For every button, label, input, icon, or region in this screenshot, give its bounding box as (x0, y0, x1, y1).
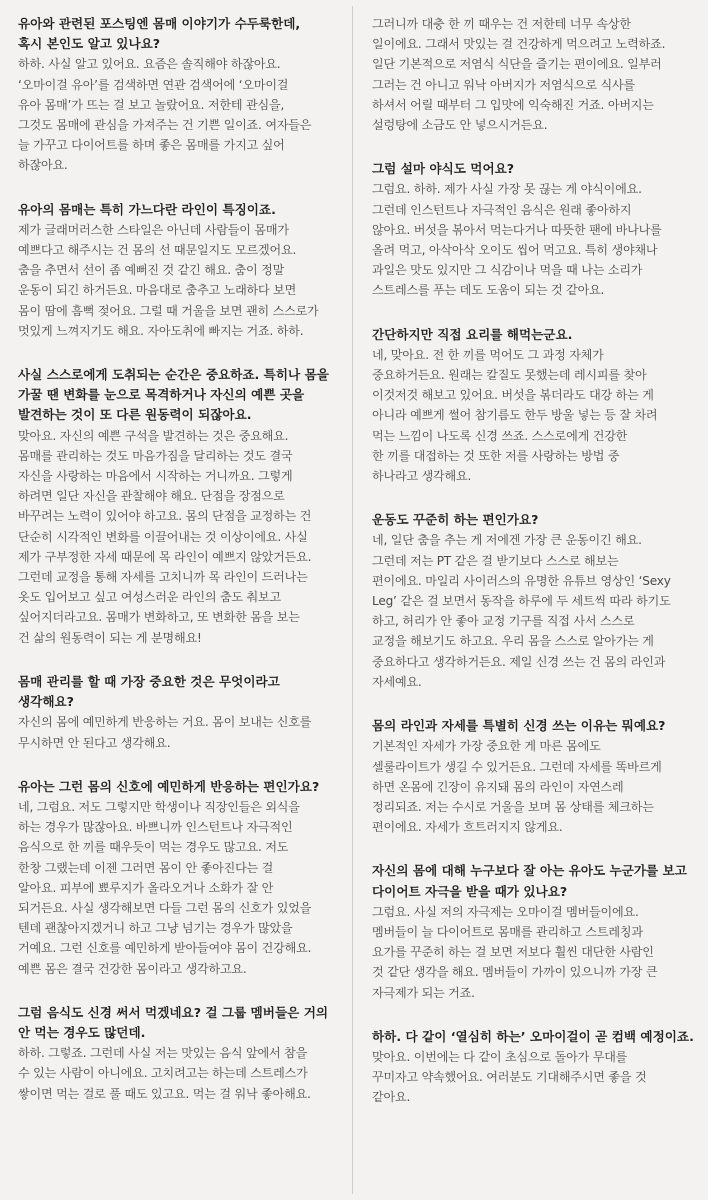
interview-question (18, 1003, 340, 1043)
interview-section (18, 777, 340, 979)
question-line: 자신의 몸에 대해 누구보다 잘 아는 유아도 누군가를 보고 (372, 863, 687, 879)
answer-line: 싶어지더라고요. 몸매가 변화하고, 또 변화한 몸을 보는 (18, 610, 300, 625)
question-line: 안 먹는 경우도 많던데. (18, 1024, 146, 1040)
interview-section (18, 1003, 340, 1104)
answer-line: 그런데 저는 PT 같은 걸 받기보다 스스로 해보는 (372, 553, 619, 568)
interview-section (372, 1027, 698, 1108)
answer-line: 춤을 추면서 선이 좀 예뻐진 것 같긴 해요. 춤이 정말 (18, 263, 285, 278)
answer-line: 쌓이면 먹는 걸로 풀 때도 있고요. 먹는 걸 워낙 좋아해요. (18, 1086, 311, 1101)
answer-line: 교정을 해보기도 하고요. 우리 몸을 스스로 알아가는 게 (372, 634, 654, 649)
answer-line: 올려 먹고, 아삭아삭 오이도 씹어 먹고요. 특히 생야채나 (372, 243, 658, 258)
answer-line: 단순히 시각적인 변화를 이끌어내는 것 이상이에요. 사실 (18, 529, 308, 544)
answer-line: 먹는 느낌이 나도록 신경 쓰죠. 스스로에게 건강한 (372, 428, 628, 443)
answer-line: 제가 글래머러스한 스타일은 아닌데 사람들이 몸매가 (18, 222, 289, 237)
answer-line: 네, 맞아요. 전 한 끼를 먹어도 그 과정 자체가 (372, 347, 604, 362)
answer-line: 자세예요. (372, 674, 422, 689)
answer-line: 예쁘다고 해주시는 건 몸의 선 때문일지도 모르겠어요. (18, 243, 297, 258)
answer-line: 맞아요. 이번에는 다 같이 초심으로 돌아가 무대를 (372, 1049, 628, 1064)
interview-question (18, 672, 340, 712)
interview-question (18, 365, 340, 426)
interview-question (372, 716, 698, 736)
question-line: 하하. 다 같이 ‘열심히 하는’ 오마이걸이 곧 컴백 예정이죠. (372, 1028, 694, 1044)
answer-line: 하려면 일단 자신을 관찰해야 해요. 단점을 장점으로 (18, 489, 285, 504)
answer-line: 꾸미자고 약속했어요. 여러분도 기대해주시면 좋을 것 (372, 1070, 647, 1085)
interview-section (372, 861, 698, 1002)
interview-answer (18, 797, 340, 979)
answer-line: 맞아요. 자신의 예쁜 구석을 발견하는 것은 중요해요. (18, 428, 289, 443)
answer-line: 아니라 예쁘게 썰어 참기름도 한두 방울 넣는 등 잘 차려 (372, 408, 658, 423)
answer-line: 그러는 건 아니고 워낙 아버지가 저염식으로 식사를 (372, 77, 635, 92)
answer-line: 그런데 교정을 통해 자세를 고치니까 목 라인이 드러나는 (18, 570, 308, 585)
interview-answer (372, 345, 698, 486)
answer-line: 하고, 허리가 안 좋아 교정 기구를 직접 사서 스스로 (372, 614, 635, 629)
answer-line: 설렁탕에 소금도 안 넣으시거든요. (372, 118, 548, 133)
question-line: 사실 스스로에게 도취되는 순간은 중요하죠. 특히나 몸을 (18, 367, 329, 383)
interview-answer (372, 179, 698, 300)
answer-line: 네, 그럼요. 저도 그렇지만 학생이나 직장인들은 외식을 (18, 799, 300, 814)
interview-section (18, 365, 340, 648)
interview-section (372, 325, 698, 487)
interview-question (372, 325, 698, 345)
answer-line: 일이에요. 그래서 맛있는 걸 건강하게 먹으려고 노력하죠. (372, 37, 666, 52)
question-line: 운동도 꾸준히 하는 편인가요? (372, 512, 539, 528)
answer-line: 이것저것 해보고 있어요. 버섯을 볶더라도 대강 하는 게 (372, 388, 654, 403)
interview-question (372, 159, 698, 179)
interview-section (18, 672, 340, 753)
interview-question (18, 777, 340, 797)
answer-line: 몸이 땀에 흠뻑 젖어요. 그럴 때 거울을 보면 괜히 스스로가 (18, 303, 319, 318)
answer-line: 음식으로 한 끼를 때우듯이 먹는 경우도 많고요. 저도 (18, 840, 289, 855)
answer-line: 하잖아요. (18, 158, 68, 173)
answer-line: 알아요. 피부에 뾰루지가 올라오거나 소화가 잘 안 (18, 880, 274, 895)
answer-line: 하하. 사실 알고 있어요. 요즘은 솔직해야 하잖아요. (18, 57, 281, 72)
answer-line: 기본적인 자세가 가장 중요한 게 마른 몸에도 (372, 739, 601, 754)
question-line: 그럼 설마 야식도 먹어요? (372, 161, 515, 177)
answer-line: 하나라고 생각해요. (372, 469, 472, 484)
answer-line: 하셔서 어릴 때부터 그 입맛에 익숙해진 거죠. 아버지는 (372, 97, 654, 112)
answer-line: 한 끼를 대접하는 것 또한 저를 사랑하는 방법 중 (372, 448, 620, 463)
question-line: 발견하는 것이 또 다른 원동력이 되잖아요. (18, 407, 252, 423)
answer-line: 자신을 사랑하는 마음에서 시작하는 거니까요. 그렇게 (18, 469, 293, 484)
interview-question (372, 1027, 698, 1047)
column-divider (352, 6, 353, 1194)
question-line: 생각해요? (18, 694, 74, 710)
answer-line: 일단 기본적으로 저염식 식단을 즐기는 편이에요. 일부러 (372, 57, 662, 72)
interview-section (372, 159, 698, 300)
answer-line: 중요하다고 생각하거든요. 제일 신경 쓰는 건 몸의 라인과 (372, 654, 666, 669)
question-line: 유아는 그런 몸의 신호에 예민하게 반응하는 편인가요? (18, 778, 320, 794)
interview-section (18, 14, 340, 176)
interview-answer (18, 712, 340, 752)
interview-answer (372, 902, 698, 1003)
interview-answer (18, 220, 340, 341)
answer-line: 그런데 인스턴트나 자극적인 음식은 원래 좋아하지 (372, 202, 632, 217)
answer-line: 건 삶의 원동력이 되는 게 분명해요! (18, 630, 202, 645)
interview-section (372, 14, 698, 135)
question-line: 유아와 관련된 포스팅엔 몸매 이야기가 수두룩한데, (18, 16, 301, 31)
answer-line: 되거든요. 사실 생각해보면 다들 그런 몸의 신호가 있었을 (18, 900, 312, 915)
answer-line: ‘오마이걸 유아’를 검색하면 연관 검색어에 ‘오마이걸 (18, 77, 289, 92)
answer-line: 바꾸려는 노력이 있어야 하고요. 몸의 단점을 교정하는 건 (18, 509, 312, 524)
interview-section (372, 510, 698, 692)
answer-line: 유아 몸매’가 뜨는 걸 보고 놀랐어요. 저한테 관심을, (18, 97, 285, 112)
answer-line: 그것도 몸매에 관심을 가져주는 건 기쁜 일이죠. 여자들은 (18, 118, 312, 133)
question-line: 몸매 관리를 할 때 가장 중요한 것은 무엇이라고 (18, 673, 280, 689)
interview-question (18, 200, 340, 220)
interview-answer (18, 54, 340, 175)
question-line: 몸의 라인과 자세를 특별히 신경 쓰는 이유는 뭐예요? (372, 718, 666, 734)
answer-line: 것 같단 생각을 해요. 멤버들이 가까이 있으니까 가장 큰 (372, 965, 658, 980)
right-column (372, 14, 698, 1132)
answer-line: 중요하거든요. 원래는 칼질도 못했는데 레시피를 찾아 (372, 368, 647, 383)
answer-line: 하하. 그렇죠. 그런데 사실 저는 맛있는 음식 앞에서 참을 (18, 1046, 308, 1061)
answer-line: 멋있게 느껴지기도 해요. 자아도취에 빠지는 거죠. 하하. (18, 323, 304, 338)
interview-question (372, 510, 698, 530)
answer-line: 네, 일단 춤을 추는 게 저에겐 가장 큰 운동이긴 해요. (372, 533, 642, 548)
answer-line: 몸매를 관리하는 것도 마음가짐을 달리하는 것도 결국 (18, 448, 293, 463)
answer-line: 그럼요. 하하. 제가 사실 가장 못 끊는 게 야식이에요. (372, 182, 642, 197)
answer-line: 자극제가 되는 거죠. (372, 985, 475, 1000)
question-line: 유아의 몸매는 특히 가느다란 라인이 특징이죠. (18, 201, 276, 217)
answer-line: 그러니까 대충 한 끼 때우는 건 저한테 너무 속상한 (372, 17, 631, 31)
answer-line: 옷도 입어보고 싶고 여성스러운 라인의 춤도 춰보고 (18, 590, 281, 605)
answer-line: 하는 경우가 많잖아요. 바쁘니까 인스턴트나 자극적인 (18, 820, 293, 835)
answer-line: 그럼요. 사실 저의 자극제는 오마이걸 멤버들이에요. (372, 904, 639, 919)
question-line: 혹시 본인도 알고 있나요? (18, 36, 161, 52)
interview-question (372, 861, 698, 901)
answer-line: 멤버들이 늘 다이어트로 몸매를 관리하고 스트레칭과 (372, 924, 643, 939)
answer-line: 하면 온몸에 긴장이 유지돼 몸의 라인이 자연스레 (372, 779, 624, 794)
answer-line: 같아요. (372, 1090, 411, 1105)
answer-line: 편이에요. 자세가 흐트러지지 않게요. (372, 820, 563, 835)
answer-line: 편이에요. 마일리 사이러스의 유명한 유튜브 영상인 ‘Sexy (372, 573, 671, 588)
answer-line: 요가를 꾸준히 하는 걸 보면 저보다 훨씬 대단한 사람인 (372, 945, 654, 960)
answer-line: 예쁜 몸은 결국 건강한 몸이라고 생각하고요. (18, 961, 247, 976)
answer-line: 텐데 괜찮아지겠거니 하고 그냥 넘기는 경우가 많았을 (18, 921, 293, 936)
answer-line: 제가 구부정한 자세 때문에 목 라인이 예쁘지 않았거든요. (18, 549, 312, 564)
left-column (18, 14, 340, 1128)
answer-line: 자신의 몸에 예민하게 반응하는 거요. 몸이 보내는 신호를 (18, 715, 312, 730)
interview-section (372, 716, 698, 837)
answer-line: 스트레스를 푸는 데도 도움이 되는 것 같아요. (372, 283, 605, 298)
answer-line: Leg’ 같은 걸 보면서 동작을 하루에 두 세트씩 따라 하기도 (372, 594, 671, 609)
answer-line: 과일은 맛도 있지만 그 식감이나 먹을 때 나는 소리가 (372, 263, 643, 278)
answer-line: 않아요. 버섯을 볶아서 먹는다거나 따뜻한 팬에 바나나를 (372, 222, 662, 237)
interview-answer (372, 530, 698, 692)
question-line: 다이어트 자극을 받을 때가 있나요? (372, 883, 568, 899)
answer-line: 운동이 되긴 하거든요. 마음대로 춤추고 노래하다 보면 (18, 283, 297, 298)
answer-line: 셀룰라이트가 생길 수 있거든요. 그런데 자세를 똑바르게 (372, 759, 662, 774)
interview-question (18, 14, 340, 54)
answer-line: 늘 가꾸고 다이어트를 하며 좋은 몸매를 가지고 싶어 (18, 138, 285, 153)
answer-line: 수 있는 사람이 아니에요. 고치려고는 하는데 스트레스가 (18, 1066, 308, 1081)
interview-answer (18, 426, 340, 648)
question-line: 그럼 음식도 신경 써서 먹겠네요? 걸 그룹 멤버들은 거의 (18, 1004, 329, 1020)
answer-line: 거예요. 그런 신호를 예민하게 받아들여야 몸이 건강해요. (18, 941, 312, 956)
question-line: 가꿀 땐 변화를 눈으로 목격하거나 자신의 예쁜 곳을 (18, 387, 305, 403)
interview-answer (372, 1047, 698, 1108)
answer-line: 정리되죠. 저는 수시로 거울을 보며 몸 상태를 체크하는 (372, 799, 654, 814)
interview-answer (372, 14, 698, 135)
interview-answer (372, 736, 698, 837)
interview-answer (18, 1043, 340, 1104)
interview-section (18, 200, 340, 341)
answer-line: 무시하면 안 된다고 생각해요. (18, 735, 171, 750)
answer-line: 한창 그랬는데 이젠 그러면 몸이 안 좋아진다는 걸 (18, 860, 274, 875)
question-line: 간단하지만 직접 요리를 해먹는군요. (372, 326, 573, 342)
